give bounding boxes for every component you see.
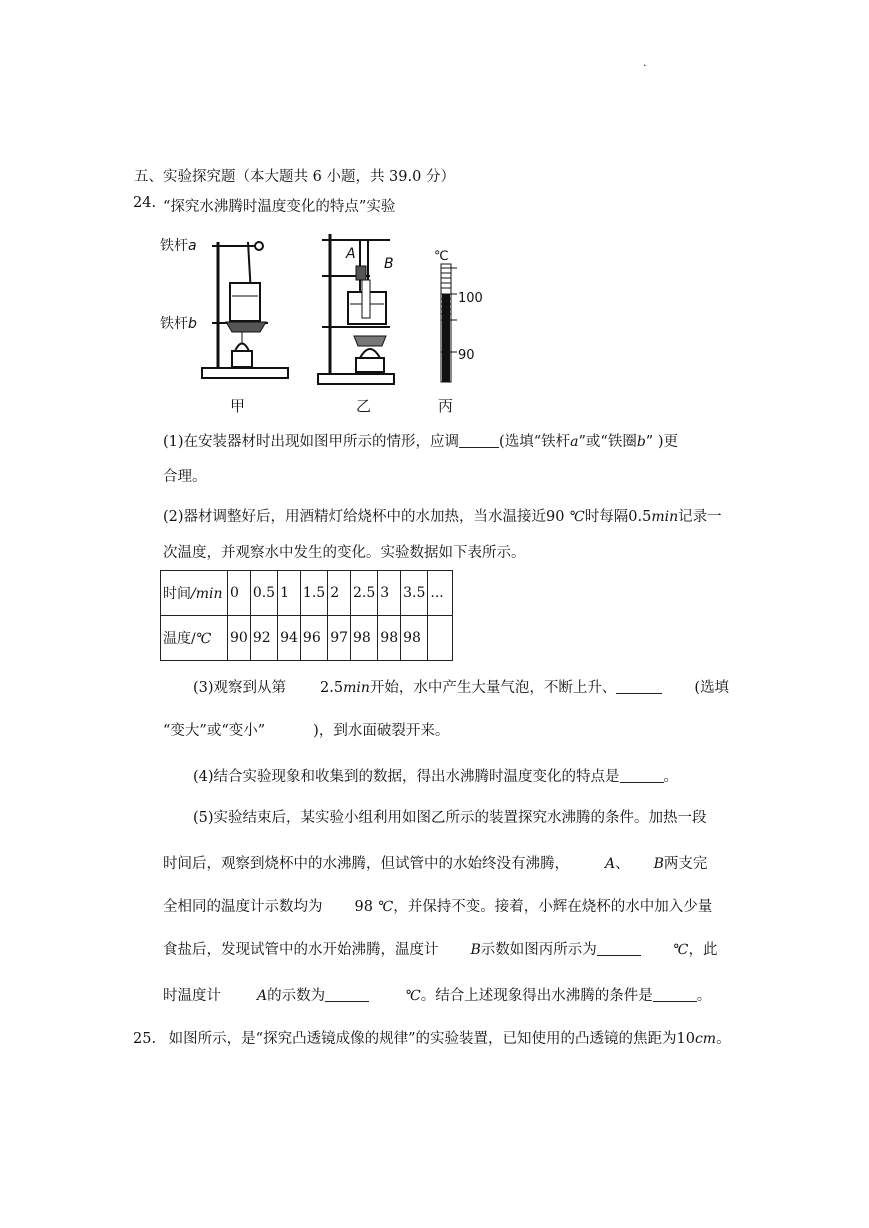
answer-blank-5a[interactable]	[597, 941, 641, 956]
table-cell: 0	[228, 571, 251, 616]
table-cell: ...	[428, 571, 453, 616]
part-5-line3: 全相同的温度计示数均为 98 ℃，并保持不变。接着，小辉在烧杯的水中加入少量	[163, 899, 713, 915]
table-cell: 2	[328, 571, 351, 616]
part-1-line1: (1)在安装器材时出现如图甲所示的情形，应调 (选填“铁杆a”或“铁圈b” )更	[163, 434, 678, 450]
part-5-line4: 食盐后，发现试管中的水开始沸腾，温度计 B示数如图丙所示为 ℃，此	[163, 942, 718, 958]
part-4: (4)结合实验现象和收集到的数据，得出水沸腾时温度变化的特点是 。	[193, 769, 679, 785]
rod-b-label: 铁杆b	[160, 316, 197, 332]
table-cell: 2.5	[351, 571, 378, 616]
part-3-line1: (3)观察到从第 2.5min开始，水中产生大量气泡，不断上升、 (选填	[193, 680, 730, 696]
table-cell: 90	[228, 616, 251, 661]
table-cell: 92	[250, 616, 277, 661]
part-5-line5: 时温度计 A的示数为 ℃。结合上述现象得出水沸腾的条件是 。	[163, 988, 712, 1004]
table-cell: 98	[378, 616, 401, 661]
question-text: 如图所示，是“探究凸透镜成像的规律”的实验装置，已知使用的凸透镜的焦距为	[168, 1031, 677, 1047]
table-cell: 96	[300, 616, 327, 661]
table-header-time: 时间/min	[161, 571, 228, 616]
label-B: B	[384, 256, 394, 272]
question-number: 25.	[133, 1031, 157, 1047]
table-row	[161, 571, 453, 616]
caption-yi: 乙	[356, 397, 372, 415]
section-title: 五、实验探究题（本大题共 6 小题，共 39.0 分）	[134, 169, 455, 185]
part-2-line1: (2)器材调整好后，用酒精灯给烧杯中的水加热，当水温接近90 ℃时每隔0.5min记录一	[163, 509, 722, 525]
page-dot: .	[643, 56, 647, 69]
table-cell: 3	[378, 571, 401, 616]
label-A: A	[346, 246, 356, 262]
thermometer-bing	[441, 264, 457, 382]
table-header-temp: 温度/℃	[161, 616, 228, 661]
tick-100: 100	[458, 291, 483, 306]
caption-jia: 甲	[230, 397, 246, 415]
apparatus-yi	[318, 234, 394, 384]
thermometer-unit: ℃	[434, 249, 449, 264]
part-3-line2: “变大”或“变小” )，到水面破裂开来。	[163, 723, 450, 739]
part-1-line2: 合理。	[163, 469, 207, 485]
rod-a-label: 铁杆a	[160, 238, 197, 254]
answer-blank-4[interactable]	[620, 768, 664, 783]
table-cell: 97	[328, 616, 351, 661]
table-cell: 1	[278, 571, 301, 616]
part-5-line2: 时间后，观察到烧杯中的水沸腾，但试管中的水始终没有沸腾， A、 B两支完	[163, 856, 708, 872]
question-25: 25. 如图所示，是“探究凸透镜成像的规律”的实验装置，已知使用的凸透镜的焦距为10cm。	[133, 1031, 731, 1047]
caption-bing: 丙	[438, 397, 454, 415]
part-2-line2: 次温度，并观察水中发生的变化。实验数据如下表所示。	[163, 545, 526, 561]
table-row	[161, 616, 453, 661]
apparatus-jia	[202, 242, 288, 378]
table-cell: 1.5	[300, 571, 327, 616]
table-cell	[428, 616, 453, 661]
part-5-line1: (5)实验结束后，某实验小组利用如图乙所示的装置探究水沸腾的条件。加热一段	[193, 810, 707, 826]
question-title: “探究水沸腾时温度变化的特点”实验	[163, 199, 396, 215]
data-table	[160, 570, 453, 661]
figure-apparatus	[160, 228, 500, 420]
answer-blank-3[interactable]	[616, 679, 662, 694]
table-cell: 98	[401, 616, 428, 661]
table-cell: 3.5	[401, 571, 428, 616]
table-cell: 98	[351, 616, 378, 661]
answer-blank-1[interactable]	[459, 433, 499, 448]
question-number: 24.	[133, 195, 157, 211]
answer-blank-5b[interactable]	[325, 987, 369, 1002]
tick-90: 90	[458, 348, 475, 363]
table-cell: 94	[278, 616, 301, 661]
table-cell: 0.5	[250, 571, 277, 616]
answer-blank-5c[interactable]	[653, 987, 697, 1002]
